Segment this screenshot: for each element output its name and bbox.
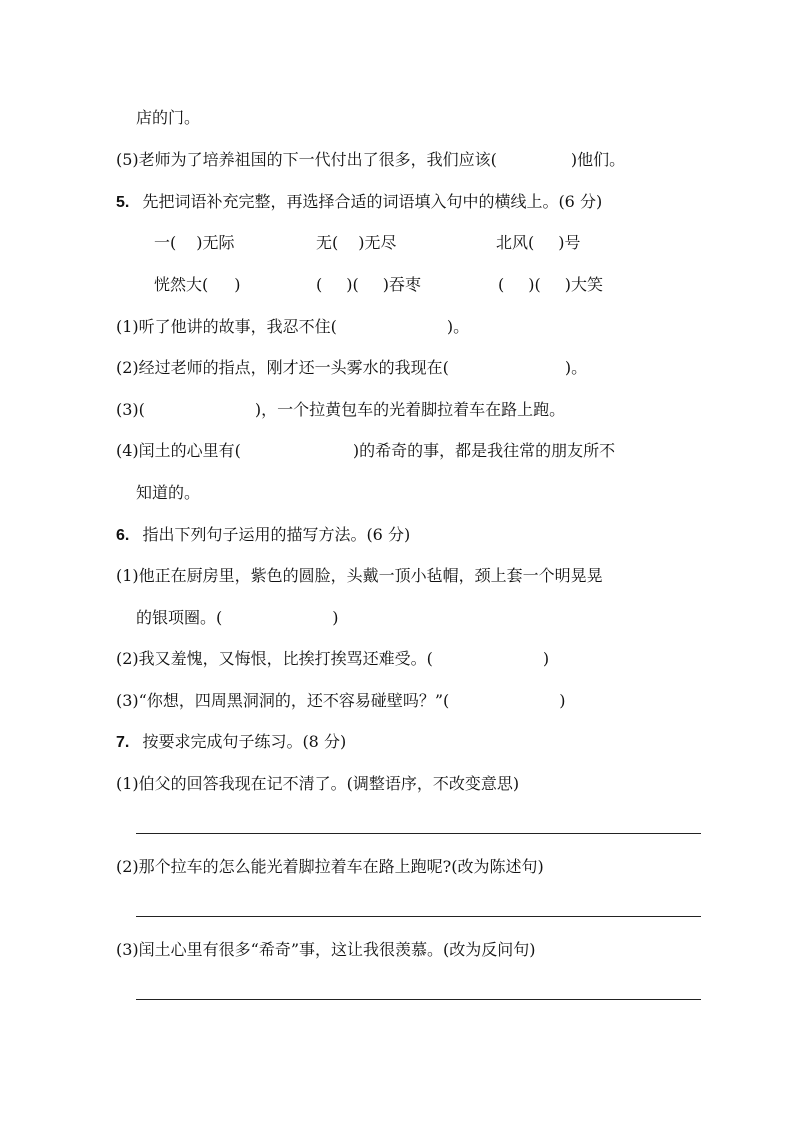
- sentence-5-text: 老师为了培养祖国的下一代付出了很多，我们应该(: [138, 150, 497, 169]
- question-6-title: 指出下列句子运用的描写方法。(6 分): [142, 525, 411, 544]
- idiom-2-part-a: 无(: [316, 233, 339, 252]
- idiom-4: [154, 275, 241, 295]
- idiom-5-part-mid: )(: [346, 275, 359, 294]
- idiom-3: [496, 233, 581, 253]
- question-6-item-1: [116, 566, 603, 586]
- item-number: (3): [116, 400, 139, 419]
- item-end: )的希奇的事，都是我往常的朋友所不: [352, 441, 616, 460]
- item-number: (1): [116, 774, 139, 793]
- item-text: (: [138, 400, 145, 419]
- item-number: (2): [116, 358, 139, 377]
- item-text: 伯父的回答我现在记不清了。(调整语序，不改变意思): [138, 774, 520, 793]
- question-5-heading: [116, 192, 602, 213]
- question-7-item-3: [116, 940, 536, 960]
- idiom-3-part-a: 北风(: [496, 233, 535, 252]
- idiom-5-part-a: (: [316, 275, 323, 294]
- item-text: 他正在厨房里，紫色的圆脸，头戴一顶小毡帽，颈上套一个明晃晃: [138, 566, 603, 585]
- item-text: 那个拉车的怎么能光着脚拉着车在路上跑呢?(改为陈述句): [138, 857, 544, 876]
- idiom-1: [154, 233, 235, 253]
- item-number: (2): [116, 857, 139, 876]
- item-end: ): [542, 649, 550, 668]
- answer-line-1[interactable]: [136, 833, 701, 834]
- item-text: 的银项圈。(: [136, 608, 223, 627]
- idiom-3-part-b: )号: [558, 233, 581, 252]
- item-number: (3): [116, 940, 139, 959]
- sentence-5: [116, 150, 625, 170]
- question-5-item-4-continuation: 知道的。: [136, 483, 201, 502]
- continuation-line: 店的门。: [136, 108, 201, 127]
- question-6-number: 6.: [116, 527, 130, 544]
- item-text: 我又羞愧，又悔恨，比挨打挨骂还难受。(: [138, 649, 433, 668]
- item-number: (4): [116, 441, 139, 460]
- question-6-item-3: [116, 691, 566, 711]
- item-text: 闰土的心里有(: [138, 441, 241, 460]
- idiom-5: [316, 275, 421, 295]
- sentence-5-end: )他们。: [570, 150, 626, 169]
- question-6-item-2: [116, 649, 549, 669]
- item-text: 听了他讲的故事，我忍不住(: [138, 317, 337, 336]
- answer-line-2[interactable]: [136, 916, 701, 917]
- item-end: )。: [446, 317, 470, 336]
- item-number: (2): [116, 649, 139, 668]
- idiom-2-part-b: )无尽: [358, 233, 397, 252]
- item-number: (1): [116, 566, 139, 585]
- question-5-item-4: [116, 441, 615, 461]
- sentence-5-number: (5): [116, 150, 139, 169]
- idiom-4-part-b: ): [234, 275, 241, 294]
- question-6-item-1-continuation: [136, 608, 339, 628]
- idiom-6-part-mid: )(: [528, 275, 541, 294]
- question-7-number: 7.: [116, 734, 130, 751]
- idiom-6-part-b: )大笑: [564, 275, 603, 294]
- question-6-heading: [116, 525, 410, 546]
- question-5-item-1: [116, 317, 469, 337]
- question-7-heading: [116, 732, 346, 753]
- question-5-item-2: [116, 358, 587, 378]
- item-text: “你想，四周黑洞洞的，还不容易碰壁吗？”(: [138, 691, 450, 710]
- item-text: 经过老师的指点，刚才还一头雾水的我现在(: [138, 358, 449, 377]
- item-number: (1): [116, 317, 139, 336]
- item-text: 闰土心里有很多“希奇”事，这让我很羡慕。(改为反问句): [138, 940, 536, 959]
- answer-line-3[interactable]: [136, 999, 701, 1000]
- question-7-item-2: [116, 857, 544, 877]
- question-5-title: 先把词语补充完整，再选择合适的词语填入句中的横线上。(6 分): [142, 192, 603, 211]
- idiom-5-part-b: )吞枣: [382, 275, 421, 294]
- question-5-item-3: [116, 400, 565, 420]
- item-end: ): [332, 608, 339, 627]
- item-number: (3): [116, 691, 139, 710]
- idiom-1-part-b: )无际: [196, 233, 235, 252]
- idiom-6-part-a: (: [498, 275, 505, 294]
- idiom-6: [498, 275, 603, 295]
- item-end: )。: [564, 358, 588, 377]
- idiom-4-part-a: 恍然大(: [154, 275, 209, 294]
- item-end: ): [559, 691, 566, 710]
- idiom-2: [316, 233, 397, 253]
- question-5-number: 5.: [116, 194, 130, 211]
- question-7-item-1: [116, 774, 519, 794]
- question-7-title: 按要求完成句子练习。(8 分): [142, 732, 347, 751]
- idiom-1-part-a: 一(: [154, 233, 177, 252]
- item-end: )，一个拉黄包车的光着脚拉着车在路上跑。: [254, 400, 566, 419]
